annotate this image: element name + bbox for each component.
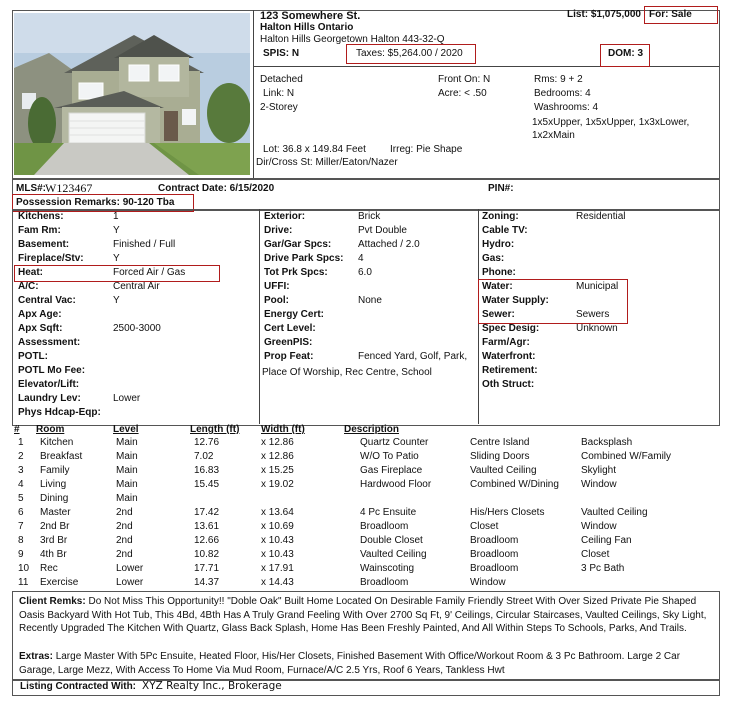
room-d2: Window	[470, 577, 506, 588]
for-sale: For: Sale	[649, 9, 692, 20]
acre: Acre: < .50	[438, 88, 487, 99]
room-room: Master	[40, 507, 71, 518]
feature-label: Farm/Agr:	[482, 337, 530, 348]
room-width: x 13.64	[261, 507, 294, 518]
room-d1: Double Closet	[360, 535, 423, 546]
contract-date: Contract Date: 6/15/2020	[158, 183, 275, 194]
lot-size: Lot: 36.8 x 149.84 Feet	[263, 144, 366, 155]
feature-value: Forced Air / Gas	[113, 267, 186, 278]
features-divider-1	[259, 209, 260, 424]
room-n: 3	[18, 465, 24, 476]
washroom-detail: 1x5xUpper, 1x5xUpper, 1x3xLower, 1x2xMain	[532, 117, 690, 141]
list-price: List: $1,075,000	[567, 9, 641, 20]
feature-label: Central Vac:	[18, 295, 76, 306]
feature-value: Attached / 2.0	[358, 239, 420, 250]
room-length: 14.37	[194, 577, 220, 588]
room-level: 2nd	[116, 549, 133, 560]
feature-label: Phys Hdcap-Eqp:	[18, 407, 101, 418]
rooms-header-room: Room	[36, 424, 65, 435]
feature-label: Elevator/Lift:	[18, 379, 80, 390]
spis: SPIS: N	[263, 48, 300, 59]
client-remarks-text: Do Not Miss This Opportunity!! "Doble Oak" Built Home Located On Desirable Family Friendly Street With Over Sized Private Pie Shaped Oasis Backyard With Hot Tub, This 4Bd, 4Bth Has A Truly Grand Feeling With Over 2700 Sq Ft, 9' Ceilings, Circular Staircases, Vaulted Ceilings, Sky Light, Recently Upgraded The Kitchen With Quartz, Glass Back Splash, Home Has Been Freshly Painted, And All Within Steps To Schools, Parks, And Trails.	[19, 596, 707, 634]
room-level: 2nd	[116, 507, 133, 518]
listing-contracted-label: Listing Contracted With:	[20, 681, 137, 692]
feature-value: Pvt Double	[358, 225, 407, 236]
photo-divider	[253, 10, 254, 178]
for-sale-highlight	[644, 6, 718, 24]
room-room: Kitchen	[40, 437, 74, 448]
mls-label: MLS#:	[16, 183, 46, 194]
feature-value: Sewers	[576, 309, 610, 320]
room-length: 7.02	[194, 451, 214, 462]
room-level: Main	[116, 479, 138, 490]
room-width: x 15.25	[261, 465, 294, 476]
feature-value: Unknown	[576, 323, 618, 334]
room-n: 8	[18, 535, 24, 546]
room-level: 2nd	[116, 535, 133, 546]
feature-label: Assessment:	[18, 337, 81, 348]
feature-value: Lower	[113, 393, 141, 404]
style: 2-Storey	[260, 102, 298, 113]
feature-label: Gas:	[482, 253, 505, 264]
room-width: x 14.43	[261, 577, 294, 588]
room-level: Main	[116, 493, 138, 504]
room-d1: Quartz Counter	[360, 437, 429, 448]
feature-label: A/C:	[18, 281, 39, 292]
room-room: Dining	[40, 493, 69, 504]
rooms-count: Rms: 9 + 2	[534, 74, 583, 85]
room-length: 13.61	[194, 521, 220, 532]
community: Halton Hills Georgetown Halton 443-32-Q	[260, 34, 445, 45]
room-room: 2nd Br	[40, 521, 70, 532]
feature-label: Gar/Gar Spcs:	[264, 239, 332, 250]
feature-label: Tot Prk Spcs:	[264, 267, 328, 278]
cross-street: Dir/Cross St: Miller/Eaton/Nazer	[256, 157, 398, 168]
water-highlight	[478, 279, 628, 324]
feature-label: Hydro:	[482, 239, 515, 250]
room-length: 12.66	[194, 535, 220, 546]
pin: PIN#:	[488, 183, 514, 194]
rooms-header-length: Length (ft)	[190, 424, 240, 435]
room-room: 3rd Br	[40, 535, 68, 546]
feature-label: Drive Park Spcs:	[264, 253, 344, 264]
feature-label: Apx Sqft:	[18, 323, 63, 334]
feature-label: UFFI:	[264, 281, 290, 292]
room-d2: Broadloom	[470, 535, 519, 546]
room-d2: His/Hers Closets	[470, 507, 545, 518]
room-length: 12.76	[194, 437, 220, 448]
taxes: Taxes: $5,264.00 / 2020	[356, 48, 463, 59]
room-d3: Backsplash	[581, 437, 633, 448]
bedrooms: Bedrooms: 4	[534, 88, 591, 99]
room-width: x 12.86	[261, 437, 294, 448]
feature-label: Laundry Lev:	[18, 393, 81, 404]
feature-label: Fam Rm:	[18, 225, 61, 236]
room-d1: Broadloom	[360, 521, 409, 532]
taxes-highlight	[346, 44, 476, 64]
feature-label: Zoning:	[482, 211, 519, 222]
feature-value: Municipal	[576, 281, 619, 292]
room-d1: Hardwood Floor	[360, 479, 432, 490]
room-room: Breakfast	[40, 451, 83, 462]
feature-value: Residential	[576, 211, 626, 222]
feature-label: Cert Level:	[264, 323, 316, 334]
room-level: Lower	[116, 563, 144, 574]
feature-label: Basement:	[18, 239, 70, 250]
mls-number: W123467	[45, 181, 93, 195]
room-d2: Sliding Doors	[470, 451, 530, 462]
possession-remarks: Possession Remarks: 90-120 Tba	[16, 197, 175, 208]
feature-value: Brick	[358, 211, 381, 222]
room-level: Lower	[116, 577, 144, 588]
room-length: 15.45	[194, 479, 220, 490]
room-d3: Ceiling Fan	[581, 535, 632, 546]
extras-label: Extras:	[19, 651, 53, 662]
feature-label: Phone:	[482, 267, 516, 278]
feature-value: Y	[113, 225, 120, 236]
room-d1: Wainscoting	[360, 563, 415, 574]
room-d2: Broadloom	[470, 563, 519, 574]
lot-irreg: Irreg: Pie Shape	[390, 144, 463, 155]
feature-label: Water Supply:	[482, 295, 549, 306]
room-n: 4	[18, 479, 24, 490]
room-d3: Skylight	[581, 465, 617, 476]
room-level: 2nd	[116, 521, 133, 532]
room-width: x 10.43	[261, 535, 294, 546]
feature-value: Y	[113, 253, 120, 264]
room-length: 10.82	[194, 549, 220, 560]
room-width: x 19.02	[261, 479, 294, 490]
heat-highlight	[14, 265, 220, 282]
room-length: 17.42	[194, 507, 220, 518]
room-width: x 17.91	[261, 563, 294, 574]
room-room: Family	[40, 465, 70, 476]
room-d3: Closet	[581, 549, 610, 560]
room-d3: Combined W/Family	[581, 451, 672, 462]
feature-label: Heat:	[18, 267, 44, 278]
room-room: Exercise	[40, 577, 79, 588]
feature-label: POTL:	[18, 351, 48, 362]
room-d2: Broadloom	[470, 549, 519, 560]
room-d1: Broadloom	[360, 577, 409, 588]
room-level: Main	[116, 437, 138, 448]
room-d3: Window	[581, 479, 617, 490]
rooms-header-width: Width (ft)	[261, 424, 305, 435]
feature-label: Pool:	[264, 295, 289, 306]
feature-label: Retirement:	[482, 365, 538, 376]
feature-label: Cable TV:	[482, 225, 528, 236]
client-remarks-label: Client Remks:	[19, 596, 86, 607]
property-type: Detached	[260, 74, 303, 85]
room-d1: Vaulted Ceiling	[360, 549, 427, 560]
feature-value: Central Air	[113, 281, 160, 292]
feature-label: Sewer:	[482, 309, 515, 320]
room-d3: 3 Pc Bath	[581, 563, 625, 574]
rooms-header-level: Level	[113, 424, 139, 435]
prop-feat-continued: Place Of Worship, Rec Centre, School	[262, 367, 432, 378]
washrooms: Washrooms: 4	[534, 102, 599, 113]
rooms-header-description: Description	[344, 424, 400, 435]
feature-value: 2500-3000	[113, 323, 161, 334]
feature-value: None	[358, 295, 382, 306]
feature-value: 6.0	[358, 267, 372, 278]
feature-value: Y	[113, 295, 120, 306]
room-d2: Centre Island	[470, 437, 530, 448]
feature-label: Fireplace/Stv:	[18, 253, 84, 264]
room-d2: Combined W/Dining	[470, 479, 559, 490]
client-remarks	[19, 595, 713, 636]
room-level: Main	[116, 465, 138, 476]
feature-label: Water:	[482, 281, 513, 292]
feature-value: 1	[113, 211, 119, 222]
room-d1: Gas Fireplace	[360, 465, 423, 476]
room-n: 10	[18, 563, 30, 574]
feature-value: 4	[358, 253, 364, 264]
room-level: Main	[116, 451, 138, 462]
room-length: 16.83	[194, 465, 220, 476]
feature-value: Finished / Full	[113, 239, 176, 250]
feature-label: Energy Cert:	[264, 309, 325, 320]
room-length: 17.71	[194, 563, 220, 574]
room-room: Living	[40, 479, 67, 490]
room-n: 1	[18, 437, 24, 448]
dom: DOM: 3	[608, 48, 643, 59]
room-d2: Closet	[470, 521, 499, 532]
room-width: x 10.43	[261, 549, 294, 560]
rooms-header-num: #	[14, 424, 20, 435]
property-photo	[14, 13, 250, 175]
feature-label: Drive:	[264, 225, 293, 236]
feature-label: Oth Struct:	[482, 379, 535, 390]
room-n: 2	[18, 451, 24, 462]
extras-text: Large Master With 5Pc Ensuite, Heated Floor, His/Her Closets, Finished Basement With Office/Workout Room & 3 Pc Bathroom. Large 2 Car Garage, Large Mezz, With Access To Home Via Mud Room, Furnace/A/C 2.5 Yrs, Roof 6 Years, Tankless Hwt	[19, 651, 681, 676]
feature-label: Apx Age:	[18, 309, 62, 320]
room-room: Rec	[40, 563, 58, 574]
feature-label: Spec Desig:	[482, 323, 540, 334]
room-d2: Vaulted Ceiling	[470, 465, 537, 476]
feature-label: Waterfront:	[482, 351, 536, 362]
extras	[19, 650, 713, 677]
room-d3: Window	[581, 521, 617, 532]
room-n: 6	[18, 507, 24, 518]
room-width: x 12.86	[261, 451, 294, 462]
front-on: Front On: N	[438, 74, 491, 85]
room-width: x 10.69	[261, 521, 294, 532]
room-n: 5	[18, 493, 24, 504]
room-n: 11	[18, 577, 29, 588]
room-room: 4th Br	[40, 549, 67, 560]
room-n: 7	[18, 521, 24, 532]
room-n: 9	[18, 549, 24, 560]
brokerage-name: XYZ Realty Inc., Brokerage	[142, 680, 282, 692]
dom-highlight	[600, 44, 650, 67]
feature-label: Exterior:	[264, 211, 306, 222]
city: Halton Hills Ontario	[260, 22, 354, 33]
room-d1: W/O To Patio	[360, 451, 419, 462]
room-d1: 4 Pc Ensuite	[360, 507, 417, 518]
street-address: 123 Somewhere St.	[260, 10, 361, 22]
feature-label: GreenPIS:	[264, 337, 313, 348]
feature-label: Kitchens:	[18, 211, 64, 222]
feature-label: POTL Mo Fee:	[18, 365, 86, 376]
feature-value: Fenced Yard, Golf, Park,	[358, 351, 468, 362]
feature-label: Prop Feat:	[264, 351, 314, 362]
link: Link: N	[263, 88, 295, 99]
room-d3: Vaulted Ceiling	[581, 507, 648, 518]
